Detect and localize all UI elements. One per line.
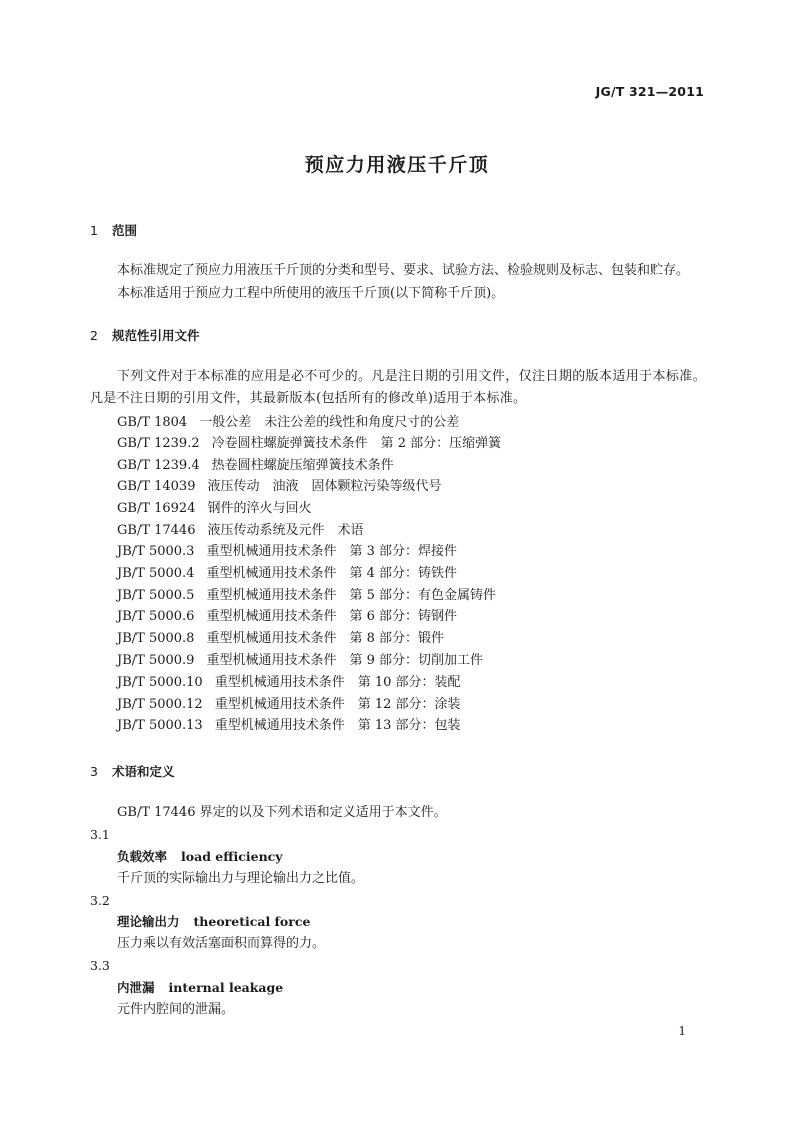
reference-code: GB/T 17446	[117, 523, 196, 538]
reference-title: 液压传动 油液 固体颗粒污染等级代号	[207, 479, 442, 494]
page-number: 1	[678, 1024, 686, 1038]
reference-code: JB/T 5000.9	[117, 653, 195, 668]
term-zh: 内泄漏	[117, 980, 155, 995]
term-definition: 千斤顶的实际输出力与理论输出力之比值。	[117, 871, 365, 886]
reference-title: 钢件的淬火与回火	[207, 501, 312, 516]
term-heading	[117, 913, 310, 931]
reference-code: GB/T 1804	[117, 415, 188, 430]
term-definition: 压力乘以有效活塞面积而算得的力。	[117, 936, 326, 951]
reference-title: 重型机械通用技术条件 第 10 部分：装配	[214, 675, 461, 690]
term-en: load efficiency	[181, 849, 283, 864]
paragraph: 本标准规定了预应力用液压千斤顶的分类和型号、要求、试验方法、检验规则及标志、包装和贮存。	[117, 263, 690, 278]
term-definition: 元件内腔间的泄漏。	[117, 1002, 235, 1017]
section-title: 规范性引用文件	[112, 328, 200, 343]
reference-item	[117, 587, 496, 605]
reference-item	[117, 500, 312, 518]
paragraph: 下列文件对于本标准的应用是必不可少的。凡是注日期的引用文件，仅注日期的版本适用于本标准。凡是不注日期的引用文件，其最新版本(包括所有的修改单)适用于本标准。	[90, 369, 706, 406]
reference-title: 液压传动系统及元件 术语	[207, 523, 364, 538]
reference-item	[117, 652, 483, 670]
section-number: 1	[90, 223, 98, 238]
term-heading	[117, 979, 283, 997]
reference-code: JB/T 5000.13	[117, 718, 203, 733]
reference-title: 重型机械通用技术条件 第 9 部分：切削加工件	[206, 653, 483, 668]
reference-item	[117, 696, 461, 714]
reference-title: 热卷圆柱螺旋压缩弹簧技术条件	[211, 458, 394, 473]
paragraph: GB/T 17446 界定的以及下列术语和定义适用于本文件。	[117, 805, 447, 820]
term-heading	[117, 848, 283, 866]
term-en: internal leakage	[168, 980, 284, 995]
reference-title: 重型机械通用技术条件 第 3 部分：焊接件	[206, 544, 457, 559]
section-title: 术语和定义	[112, 764, 175, 779]
reference-code: GB/T 1239.4	[117, 458, 200, 473]
reference-title: 重型机械通用技术条件 第 8 部分：锻件	[206, 631, 444, 646]
reference-title: 冷卷圆柱螺旋弹簧技术条件 第 2 部分：压缩弹簧	[211, 436, 502, 451]
section-heading-1	[90, 222, 137, 240]
section-heading-3	[90, 763, 175, 781]
section-number: 2	[90, 328, 98, 343]
section-title: 范围	[112, 223, 138, 238]
reference-item	[117, 457, 394, 475]
reference-item	[117, 435, 501, 453]
term-zh: 负载效率	[117, 849, 168, 864]
reference-item	[117, 630, 444, 648]
reference-title: 重型机械通用技术条件 第 12 部分：涂装	[214, 697, 461, 712]
reference-item	[117, 608, 457, 626]
section-heading-2	[90, 327, 200, 345]
reference-code: JB/T 5000.8	[117, 631, 195, 646]
reference-code: GB/T 1239.2	[117, 436, 200, 451]
reference-item	[117, 674, 461, 692]
reference-item	[117, 414, 459, 432]
reference-title: 重型机械通用技术条件 第 6 部分：铸钢件	[206, 609, 457, 624]
reference-title: 重型机械通用技术条件 第 13 部分：包装	[214, 718, 461, 733]
reference-code: JB/T 5000.10	[117, 675, 203, 690]
reference-code: GB/T 16924	[117, 501, 196, 516]
reference-item	[117, 565, 457, 583]
document-title: 预应力用液压千斤顶	[304, 154, 490, 176]
term-en: theoretical force	[193, 914, 311, 929]
reference-title: 一般公差 未注公差的线性和角度尺寸的公差	[199, 415, 460, 430]
reference-code: JB/T 5000.6	[117, 609, 195, 624]
reference-title: 重型机械通用技术条件 第 5 部分：有色金属铸件	[206, 588, 496, 603]
reference-item	[117, 543, 457, 561]
term-number: 3.2	[90, 893, 110, 908]
reference-item	[117, 717, 461, 735]
term-number: 3.1	[90, 827, 110, 842]
reference-code: JB/T 5000.3	[117, 544, 195, 559]
reference-item	[117, 478, 442, 496]
section-number: 3	[90, 764, 98, 779]
reference-code: JB/T 5000.12	[117, 697, 203, 712]
term-zh: 理论输出力	[117, 914, 180, 929]
reference-code: JB/T 5000.5	[117, 588, 195, 603]
reference-title: 重型机械通用技术条件 第 4 部分：铸铁件	[206, 566, 457, 581]
standard-code: JG/T 321—2011	[595, 84, 704, 99]
term-number: 3.3	[90, 958, 110, 973]
paragraph: 本标准适用于预应力工程中所使用的液压千斤顶(以下简称千斤顶)。	[117, 286, 505, 301]
reference-code: JB/T 5000.4	[117, 566, 195, 581]
reference-code: GB/T 14039	[117, 479, 196, 494]
reference-item	[117, 522, 364, 540]
